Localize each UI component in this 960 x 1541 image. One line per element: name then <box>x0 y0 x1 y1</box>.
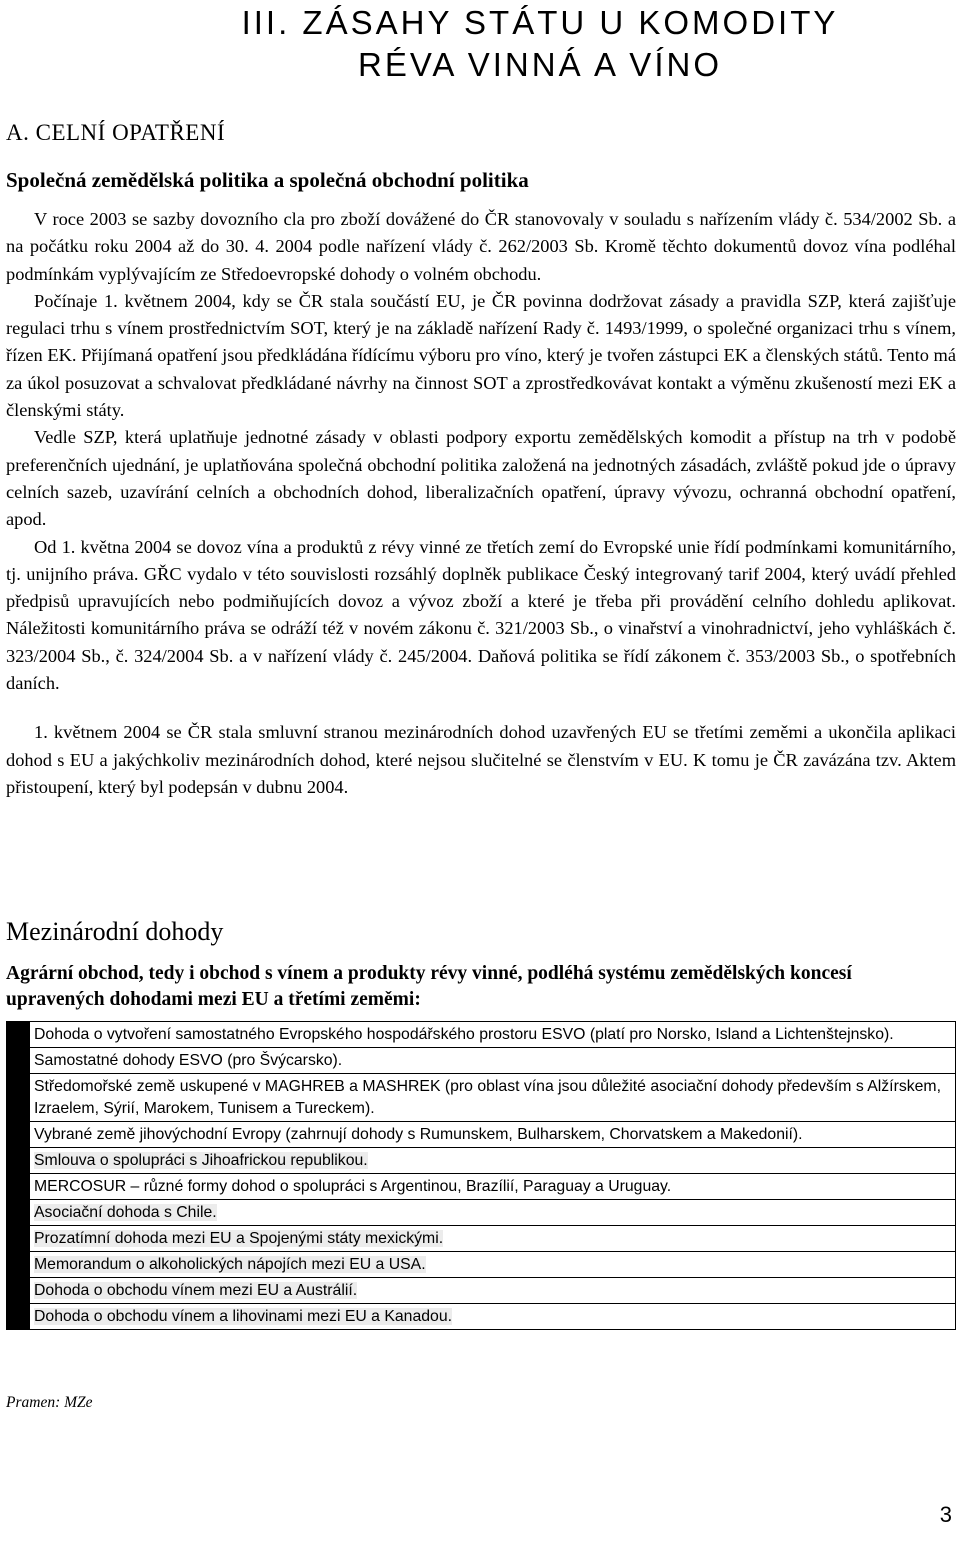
agreement-row <box>30 1048 955 1074</box>
agreement-row <box>30 1252 955 1278</box>
paragraph-1: V roce 2003 se sazby dovozního cla pro zboží dovážené do ČR stanovovaly v souladu s nařízením vlády č. 534/2002 Sb. a na počátku roku 2004 až do 30. 4. 2004 podle nařízení vlády č. 262/2003 Sb. Kromě těchto dokumentů dovoz vína podléhal podmínkám vyplývajícím ze Středoevropské dohody o volném obchodu. <box>6 209 956 284</box>
page-title <box>190 2 890 86</box>
page-title-line1: III. ZÁSAHY STÁTU U KOMODITY <box>241 4 839 41</box>
agreement-text: Vybrané země jihovýchodní Evropy (zahrnují dohody s Rumunskem, Bulharskem, Chorvatskem a Makedonií). <box>34 1126 803 1143</box>
agreement-text: Dohoda o obchodu vínem mezi EU a Austrálií. <box>34 1282 358 1299</box>
agreement-text: Středomořské země uskupené v MAGHREB a MASHREK (pro oblast vína jsou důležité asociační dohody především s Alžírskem, Izraelem, Sýrií, Marokem, Tunisem a Tureckem). <box>34 1078 941 1117</box>
agreement-text: Memorandum o alkoholických nápojích mezi EU a USA. <box>34 1256 426 1273</box>
section-heading-mezinarodni-dohody: Mezinárodní dohody <box>6 917 224 946</box>
agreement-row <box>30 1074 955 1122</box>
agreement-text: MERCOSUR – různé formy dohod o spolupráci s Argentinou, Brazílií, Paraguay a Uruguay. <box>34 1178 672 1195</box>
agreement-text: Dohoda o vytvoření samostatného Evropského hospodářského prostoru ESVO (platí pro Norsko, Island a Lichtenštejnsko). <box>34 1026 894 1043</box>
agreement-row <box>30 1200 955 1226</box>
paragraph-3: Vedle SZP, která uplatňuje jednotné zásady v oblasti podpory exportu zemědělských komodit a přístup na trh v podobě preferenčních ujednání, je uplatňována společná obchodní politika založená na jednotných zásadách, zvláště pokud jde o úpravy celních sazeb, uzavírání celních a obchodních dohod, liberalizačních opatření, úpravy vývozu, ochranná obchodní opatření, apod. <box>6 427 956 530</box>
agreement-row <box>30 1278 955 1304</box>
paragraph-2: Počínaje 1. květnem 2004, kdy se ČR stala součástí EU, je ČR povinna dodržovat zásady a pravidla SZP, která zajišťuje regulaci trhu s vínem prostřednictvím SOT, který je na základě nařízení Rady č. 1493/1999, o společné organizaci trhu s vínem, řízen EK. Přijímaná opatření jsou předkládána řídícímu výboru pro víno, který je tvořen zástupci EK a členských států. Tento má za úkol posuzovat a schvalovat předkládané návrhy na činnost SOT a zprostředkovávat kontakt a výměnu zkušeností mezi EK a členskými státy. <box>6 290 956 421</box>
agreement-text: Prozatímní dohoda mezi EU a Spojenými státy mexickými. <box>34 1230 444 1247</box>
subheading-policy: Společná zemědělská politika a společná obchodní politika <box>6 168 529 192</box>
agreement-row <box>30 1122 955 1148</box>
agreement-row <box>30 1022 955 1048</box>
section-heading-celni-opatreni: A. CELNÍ OPATŘENÍ <box>6 120 226 145</box>
page-number: 3 <box>939 1502 952 1527</box>
paragraph-5: 1. květnem 2004 se ČR stala smluvní stranou mezinárodních dohod uzavřených EU se třetími zeměmi a ukončila aplikaci dohod s EU a jakýchkoliv mezinárodních dohod, které nejsou slučitelné se členstvím v EU. K tomu je ČR zavázána tzv. Aktem přistoupení, který byl podepsán v dubnu 2004. <box>6 722 956 797</box>
paragraph-4: Od 1. května 2004 se dovoz vína a produktů z révy vinné ze třetích zemí do Evropské unie řídí podmínkami komunitárního, tj. unijního práva. GŘC vydalo v této souvislosti rozsáhlý doplněk publikace Český integrovaný tarif 2004, který uvádí přehled předpisů upravujících nebo podmiňujících dovoz a vývoz zboží a které je třeba při provádění celního dohledu aplikovat. Náležitosti komunitárního práva se odráží též v novém zákonu č. 321/2003 Sb., o vinařství a vinohradnictví, jeho vyhláškách č. 323/2004 Sb., č. 324/2004 Sb. a v nařízení vlády č. 245/2004. Daňová politika se řídí zákonem č. 353/2003 Sb., o spotřebních daních. <box>6 536 956 694</box>
body-text <box>6 206 956 801</box>
page-title-line2: RÉVA VINNÁ A VÍNO <box>357 46 722 83</box>
agreement-text: Asociační dohoda s Chile. <box>34 1204 217 1221</box>
agreement-row <box>30 1148 955 1174</box>
source-note: Pramen: MZe <box>6 1394 93 1411</box>
agreement-text: Samostatné dohody ESVO (pro Švýcarsko). <box>34 1052 343 1069</box>
agreements-intro: Agrární obchod, tedy i obchod s vínem a produkty révy vinné, podléhá systému zemědělských koncesí upravených dohodami mezi EU a třetími zeměmi: <box>6 963 852 1010</box>
agreement-row <box>30 1226 955 1252</box>
agreement-text: Dohoda o obchodu vínem a lihovinami mezi EU a Kanadou. <box>34 1308 452 1325</box>
agreement-row <box>30 1304 955 1329</box>
agreement-text: Smlouva o spolupráci s Jihoafrickou republikou. <box>34 1152 368 1169</box>
agreements-table <box>6 1021 956 1330</box>
agreement-row <box>30 1174 955 1200</box>
